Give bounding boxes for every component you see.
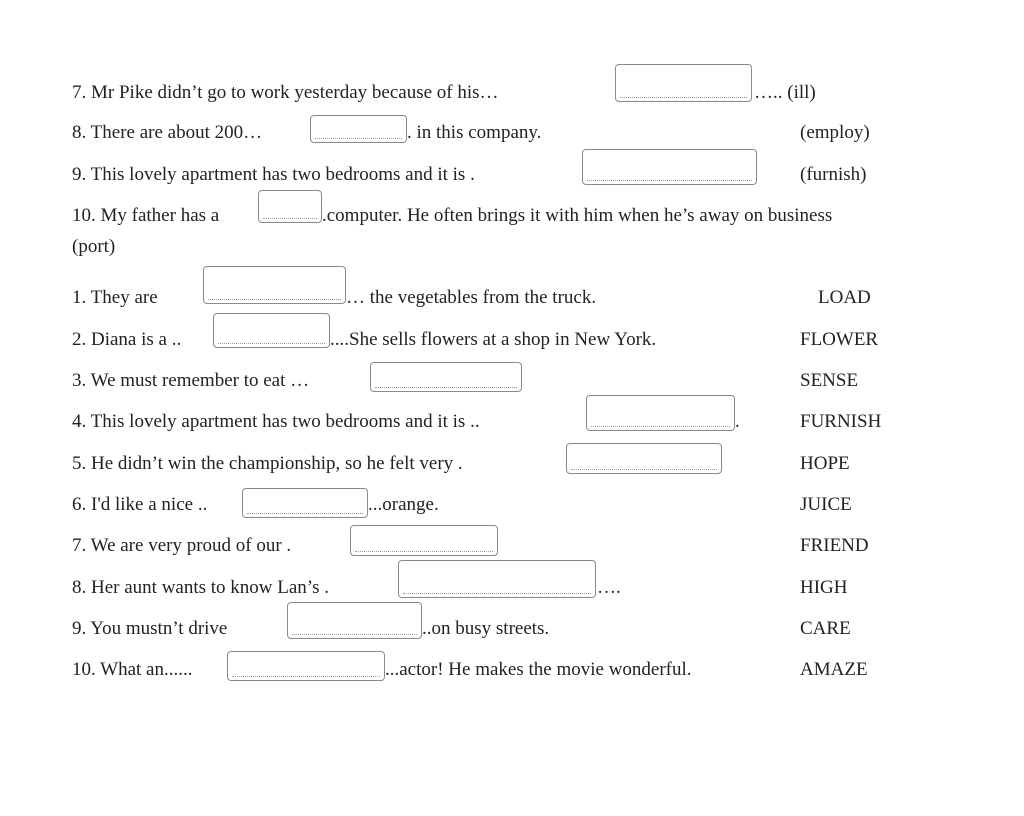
question-text: 10. What an......: [72, 659, 193, 680]
answer-input[interactable]: [310, 115, 407, 143]
answer-input[interactable]: [398, 560, 596, 598]
word-hint: LOAD: [818, 287, 871, 308]
word-hint: SENSE: [800, 370, 859, 391]
word-hint: HOPE: [800, 453, 850, 474]
answer-input[interactable]: [258, 190, 322, 223]
word-hint: FRIEND: [800, 535, 869, 556]
question-text-after: .computer. He often brings it with him when he’s away on business: [322, 205, 833, 226]
question-text-after: ...actor! He makes the movie wonderful.: [385, 659, 692, 680]
question-text: 1. They are: [72, 287, 158, 308]
answer-input[interactable]: [350, 525, 498, 556]
answer-input[interactable]: [213, 313, 330, 348]
question-text: 10. My father has a: [72, 205, 220, 226]
question-text-after: ...orange.: [368, 494, 439, 515]
question-text-after: ….: [597, 577, 621, 598]
question-text: 7. Mr Pike didn’t go to work yesterday because of his…: [72, 82, 499, 103]
answer-input[interactable]: [370, 362, 522, 392]
question-text-after: ....She sells flowers at a shop in New York.: [330, 329, 657, 350]
word-hint: HIGH: [800, 577, 848, 598]
question-text: 9. This lovely apartment has two bedrooms and it is .: [72, 164, 475, 185]
answer-input[interactable]: [582, 149, 757, 185]
word-hint: (furnish): [800, 164, 867, 185]
question-text-after: . in this company.: [407, 122, 542, 143]
question-text: 6. I'd like a nice ..: [72, 494, 208, 515]
question-text-after: ..on busy streets.: [422, 618, 550, 639]
question-text: 7. We are very proud of our .: [72, 535, 292, 556]
word-hint: (employ): [800, 122, 870, 143]
word-hint: FURNISH: [800, 411, 882, 432]
word-hint: FLOWER: [800, 329, 879, 350]
question-text: 2. Diana is a ..: [72, 329, 182, 350]
question-text: 9. You mustn’t drive: [72, 618, 228, 639]
word-hint: (port): [72, 236, 116, 257]
question-text: 8. There are about 200…: [72, 122, 263, 143]
question-text-after: ….. (ill): [754, 82, 816, 103]
question-text: 4. This lovely apartment has two bedrooms and it is ..: [72, 411, 480, 432]
word-hint: CARE: [800, 618, 851, 639]
answer-input[interactable]: [566, 443, 722, 474]
question-text: 5. He didn’t win the championship, so he felt very .: [72, 453, 463, 474]
word-hint: AMAZE: [800, 659, 868, 680]
question-text: 8. Her aunt wants to know Lan’s .: [72, 577, 329, 598]
answer-input[interactable]: [586, 395, 735, 431]
answer-input[interactable]: [203, 266, 346, 304]
answer-input[interactable]: [287, 602, 422, 639]
answer-input[interactable]: [227, 651, 385, 681]
word-hint: JUICE: [800, 494, 852, 515]
question-text: 3. We must remember to eat …: [72, 370, 310, 391]
answer-input[interactable]: [242, 488, 368, 518]
question-text-after: .: [735, 411, 740, 432]
answer-input[interactable]: [615, 64, 752, 102]
question-text-after: … the vegetables from the truck.: [346, 287, 597, 308]
